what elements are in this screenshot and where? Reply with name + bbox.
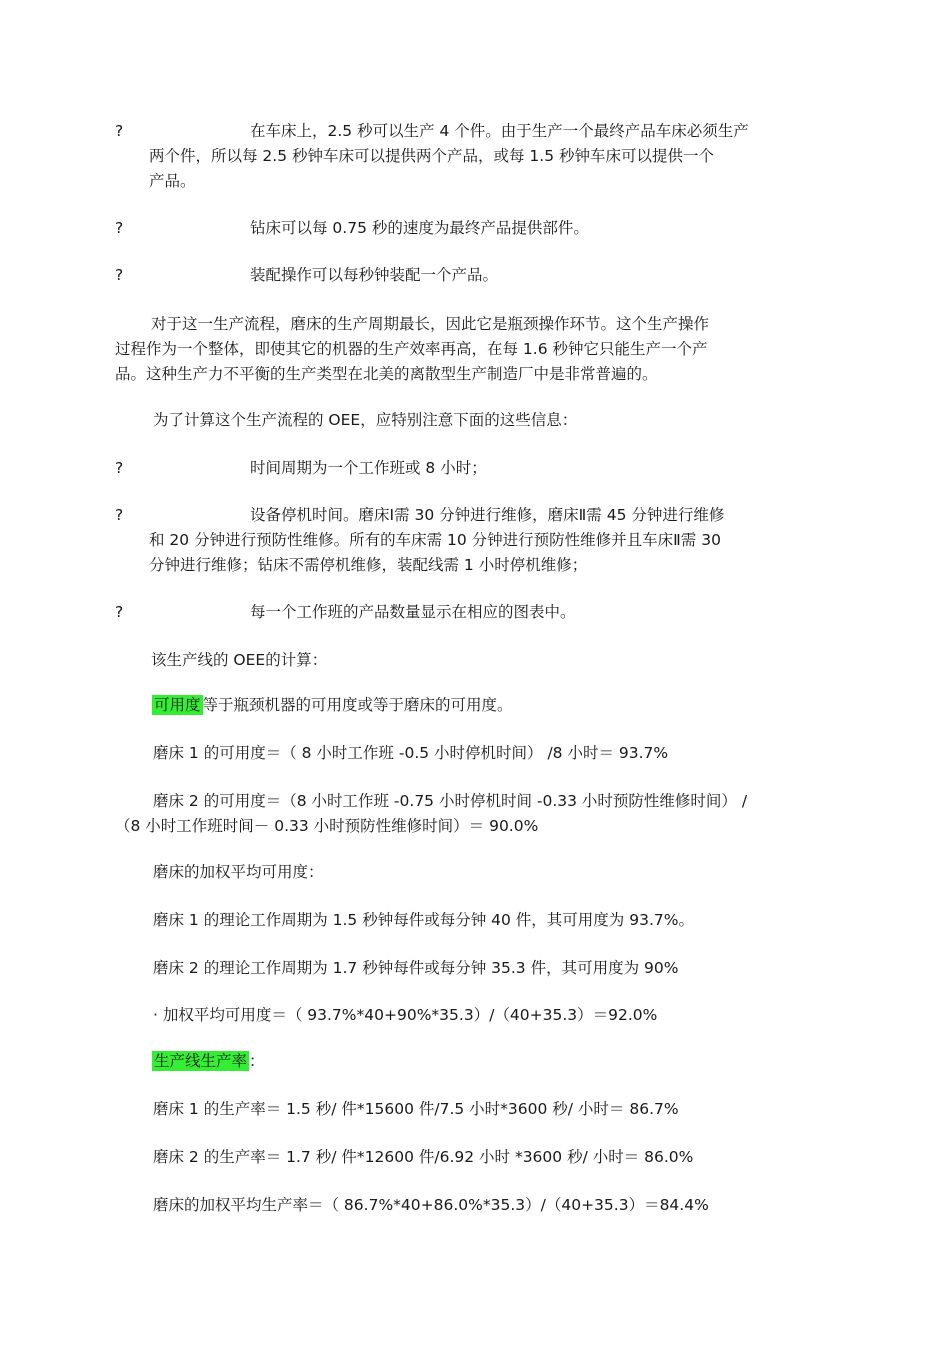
paragraph-2: 为了计算这个生产流程的 OEE，应特别注意下面的这些信息： <box>153 411 578 429</box>
bullet-5-line-1: 设备停机时间。磨床Ⅰ需 30 分钟进行维修，磨床Ⅱ需 45 分钟进行维修 <box>250 506 725 524</box>
weighted-rate-formula: 磨床的加权平均生产率＝（ 86.7%*40+86.0%*35.3）/（40+35.3）＝84.4% <box>153 1196 709 1214</box>
availability-desc: 等于瓶颈机器的可用度或等于磨床的可用度。 <box>202 696 513 714</box>
bullet-2: 钻床可以每 0.75 秒的速度为最终产品提供部件。 <box>250 219 589 237</box>
rate-colon: ： <box>249 1052 265 1070</box>
availability-heading <box>152 695 513 715</box>
paragraph-1-line-3: 品。这种生产力不平衡的生产类型在北美的离散型生产制造厂中是非常普遍的。 <box>115 365 658 383</box>
bullet-5-line-2: 和 20 分钟进行预防性维修。所有的车床需 10 分钟进行预防性维修并且车床Ⅱ需 30 <box>149 531 721 549</box>
bullet-5-line-3: 分钟进行维修；钻床不需停机维修，装配线需 1 小时停机维修； <box>149 556 588 574</box>
rate-heading <box>152 1051 265 1071</box>
paragraph-1-line-1: 对于这一生产流程，磨床的生产周期最长，因此它是瓶颈操作环节。这个生产操作 <box>151 315 710 333</box>
bullet-1-line-1: 在车床上，2.5 秒可以生产 4 个件。由于生产一个最终产品车床必须生产 <box>250 122 749 140</box>
bullet-marker: ? <box>115 122 124 140</box>
weighted-availability-title: 磨床的加权平均可用度： <box>153 863 324 881</box>
availability-highlight: 可用度 <box>154 696 201 714</box>
bullet-marker: ? <box>115 266 124 284</box>
bullet-marker: ? <box>115 219 124 237</box>
bullet-marker: ? <box>115 603 124 621</box>
bullet-1-line-3: 产品。 <box>149 172 196 190</box>
grinder-2-availability-line-2: （8 小时工作班时间－ 0.33 小时预防性维修时间）＝ 90.0% <box>115 817 539 835</box>
grinder-1-rate: 磨床 1 的生产率＝ 1.5 秒/ 件*15600 件/7.5 小时*3600 秒/ 小时＝ 86.7% <box>153 1100 679 1118</box>
bullet-marker: ? <box>115 506 124 524</box>
weighted-availability-formula: · 加权平均可用度＝（ 93.7%*40+90%*35.3）/（40+35.3）＝92.0% <box>153 1006 658 1024</box>
bullet-6: 每一个工作班的产品数量显示在相应的图表中。 <box>250 603 576 621</box>
bullet-marker: ? <box>115 459 124 477</box>
bullet-4: 时间周期为一个工作班或 8 小时； <box>250 459 487 477</box>
bullet-3: 装配操作可以每秒钟装配一个产品。 <box>250 266 499 284</box>
paragraph-1-line-2: 过程作为一个整体，即使其它的机器的生产效率再高，在每 1.6 秒钟它只能生产一个产 <box>115 340 708 358</box>
grinder-1-cycle: 磨床 1 的理论工作周期为 1.5 秒钟每件或每分钟 40 件，其可用度为 93.7%。 <box>153 911 694 929</box>
grinder-2-availability-line-1: 磨床 2 的可用度＝（8 小时工作班 -0.75 小时停机时间 -0.33 小时预防性维修时间） / <box>153 792 748 810</box>
grinder-2-cycle: 磨床 2 的理论工作周期为 1.7 秒钟每件或每分钟 35.3 件，其可用度为 90% <box>153 959 679 977</box>
grinder-2-rate: 磨床 2 的生产率＝ 1.7 秒/ 件*12600 件/6.92 小时 *3600 秒/ 小时＝ 86.0% <box>153 1148 694 1166</box>
grinder-1-availability: 磨床 1 的可用度＝（ 8 小时工作班 -0.5 小时停机时间） /8 小时＝ 93.7% <box>153 744 669 762</box>
bullet-1-line-2: 两个件，所以每 2.5 秒钟车床可以提供两个产品，或每 1.5 秒钟车床可以提供一个 <box>149 147 715 165</box>
rate-highlight: 生产线生产率 <box>154 1052 248 1070</box>
oee-calc-intro: 该生产线的 OEE的计算： <box>151 651 328 669</box>
